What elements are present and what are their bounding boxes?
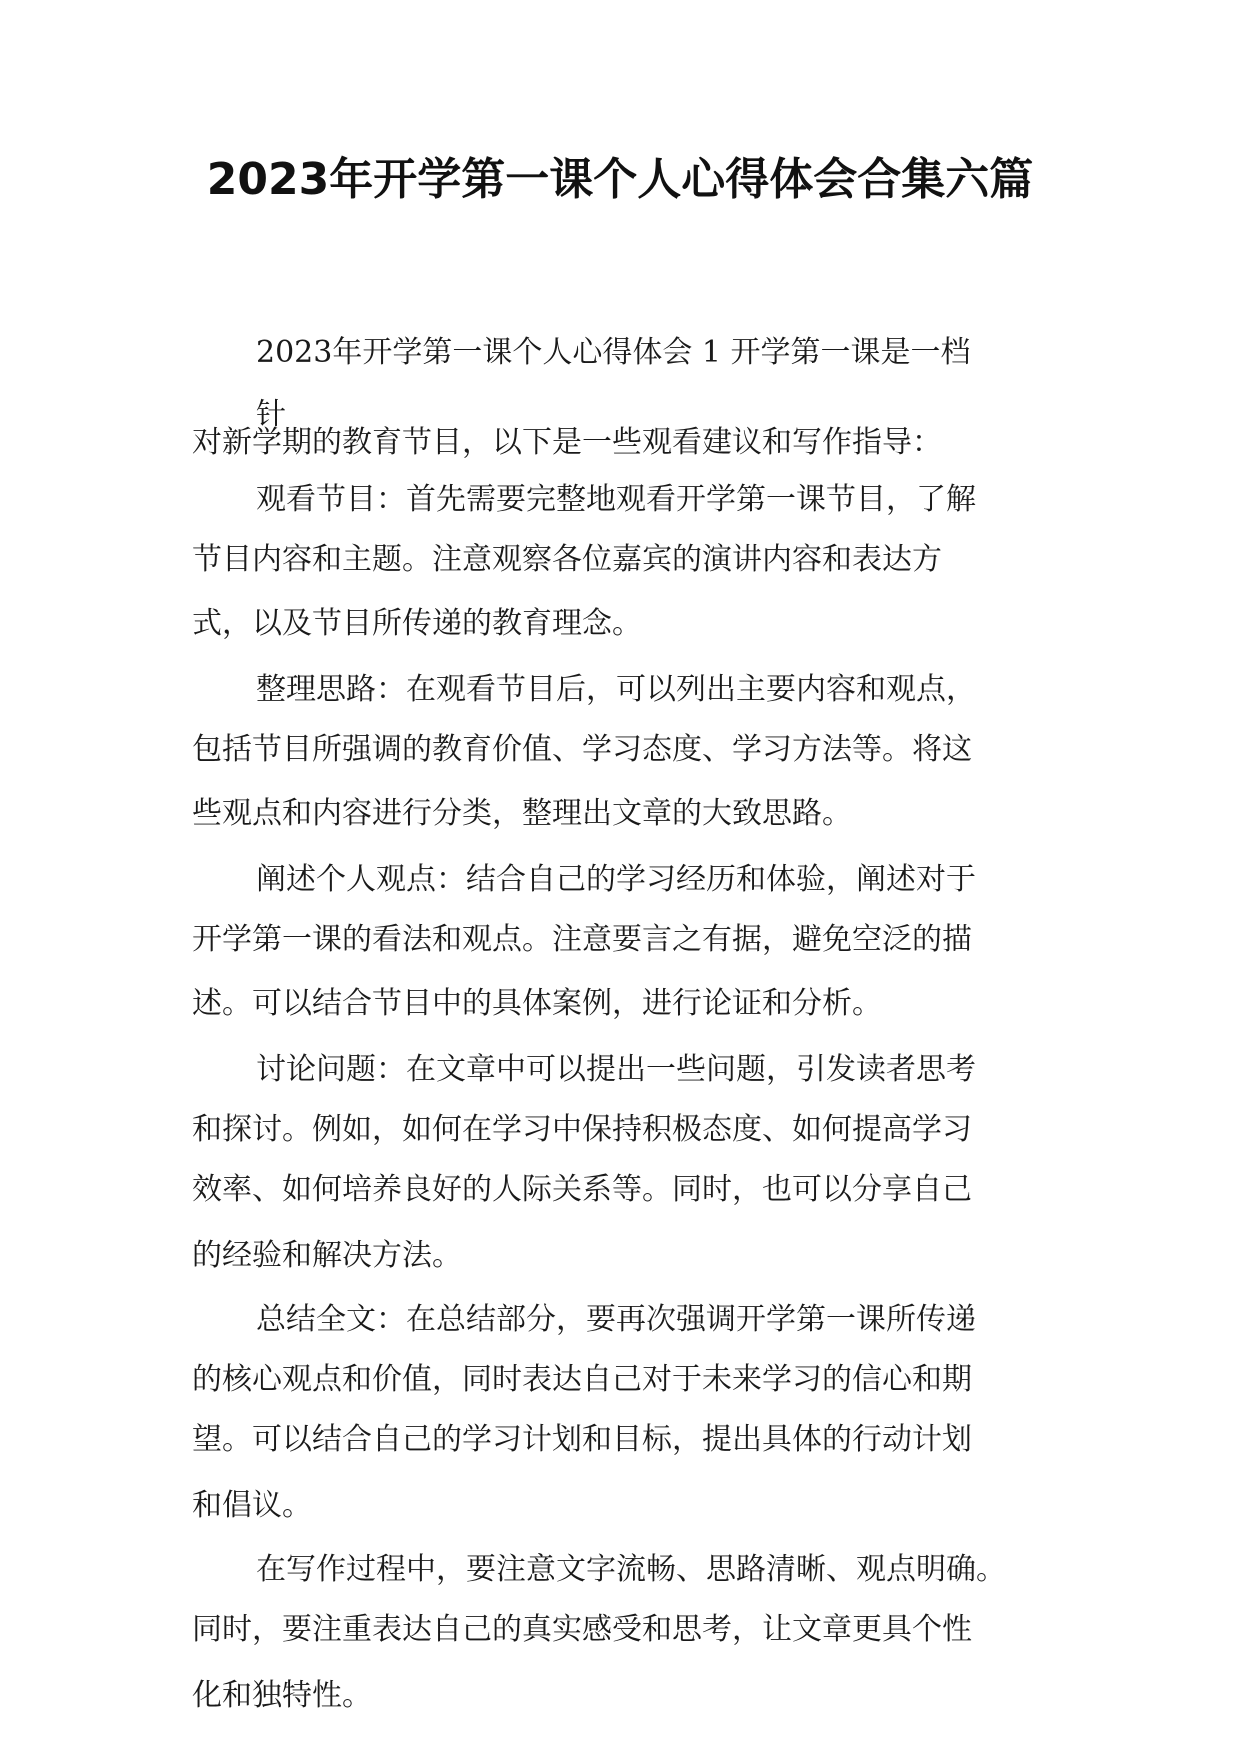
paragraph-line: 阐述个人观点：结合自己的学习经历和体验，阐述对于 bbox=[256, 862, 976, 897]
paragraph-line: 节目内容和主题。注意观察各位嘉宾的演讲内容和表达方 bbox=[192, 542, 942, 577]
paragraph-writing bbox=[192, 1540, 1054, 1726]
paragraph-line: 包括节目所强调的教育价值、学习态度、学习方法等。将这 bbox=[192, 732, 972, 767]
paragraph-opinion bbox=[192, 850, 1054, 1034]
paragraph-line: 些观点和内容进行分类，整理出文章的大致思路。 bbox=[192, 796, 852, 831]
paragraph-line: 式，以及节目所传递的教育理念。 bbox=[192, 606, 642, 641]
paragraph-discuss bbox=[192, 1040, 1054, 1286]
paragraph-line: 望。可以结合自己的学习计划和目标，提出具体的行动计划 bbox=[192, 1422, 972, 1457]
paragraph-line: 整理思路：在观看节目后，可以列出主要内容和观点， bbox=[256, 672, 976, 707]
paragraph-line: 和倡议。 bbox=[192, 1488, 312, 1523]
paragraph-line: 效率、如何培养良好的人际关系等。同时，也可以分享自己 bbox=[192, 1172, 972, 1207]
intro-line: 针 bbox=[256, 397, 286, 432]
paragraph-line: 讨论问题：在文章中可以提出一些问题，引发读者思考 bbox=[256, 1052, 976, 1087]
paragraph-line: 和探讨。例如，如何在学习中保持积极态度、如何提高学习 bbox=[192, 1112, 972, 1147]
paragraph-watch bbox=[192, 470, 1054, 654]
paragraph-summary bbox=[192, 1290, 1054, 1536]
paragraph-line: 在写作过程中，要注意文字流畅、思路清晰、观点明确。 bbox=[256, 1552, 1006, 1587]
paragraph-line: 开学第一课的看法和观点。注意要言之有据，避免空泛的描 bbox=[192, 922, 972, 957]
lead-line bbox=[192, 413, 1054, 473]
paragraph-line: 总结全文：在总结部分，要再次强调开学第一课所传递 bbox=[256, 1302, 976, 1337]
paragraph-organize bbox=[192, 660, 1054, 844]
lead-line-text: 对新学期的教育节目，以下是一些观看建议和写作指导： bbox=[192, 425, 942, 460]
paragraph-line: 述。可以结合节目中的具体案例，进行论证和分析。 bbox=[192, 986, 882, 1021]
document-title: 2023年开学第一课个人心得体会合集六篇 bbox=[206, 154, 1034, 205]
intro-line: 2023年开学第一课个人心得体会 1 开学第一课是一档 bbox=[256, 335, 971, 370]
paragraph-line: 的核心观点和价值，同时表达自己对于未来学习的信心和期 bbox=[192, 1362, 972, 1397]
paragraph-line: 同时，要注重表达自己的真实感受和思考，让文章更具个性 bbox=[192, 1612, 972, 1647]
paragraph-line: 的经验和解决方法。 bbox=[192, 1238, 462, 1273]
paragraph-line: 化和独特性。 bbox=[192, 1678, 372, 1713]
paragraph-line: 观看节目：首先需要完整地观看开学第一课节目，了解 bbox=[256, 482, 976, 517]
